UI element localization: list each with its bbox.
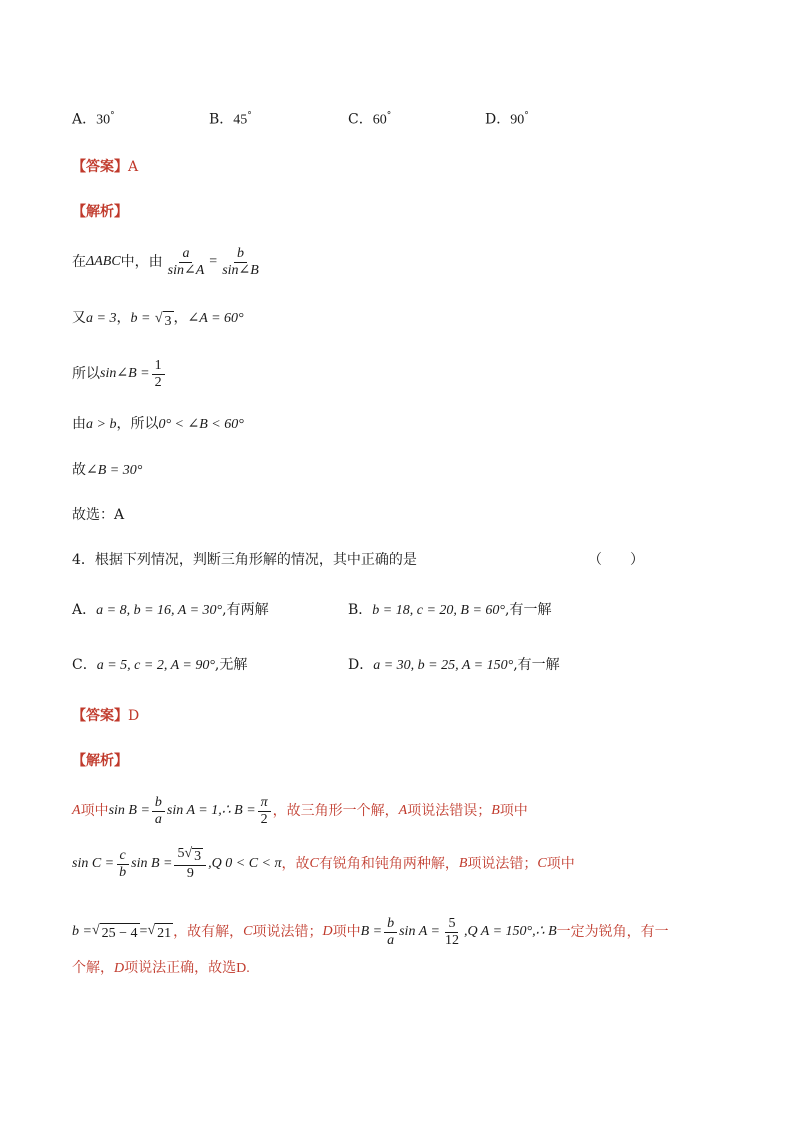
q4-analysis-line-3: b = √ 25 − 4 = √ 21 ，故有解， C 项说法错； D 项中 B = $\frac{b}{a}$ sin A = $\frac{5}{12}$ ,Q A = 150°,∴ B 一定为锐角，有一 — [72, 915, 669, 948]
q3-analysis-tag: 【解析】 — [72, 204, 128, 220]
q4-stem: 4．根据下列情况，判断三角形解的情况，其中正确的是 — [72, 552, 417, 568]
q3-analysis-line-3: 所以 sin∠B = $\frac{1}{2}$ — [72, 354, 167, 394]
fraction: $\frac{\pi}{2}$ — [258, 795, 271, 828]
sqrt: √ 25 − 4 — [92, 921, 140, 944]
fraction: $\frac{1}{2}$ — [152, 358, 165, 391]
q4-option-a: A．a = 8, b = 16, A = 30°,有两解 — [72, 602, 269, 618]
fraction: 5 √ 3 9 — [174, 846, 206, 882]
q3-analysis-line-5: 故∠B = 30° — [72, 462, 143, 478]
q3-choice: 故选：A — [72, 507, 125, 523]
q3-analysis-line-1: 在 ΔABC 中，由 $\frac{a}{\sin\angle A}$ = $\frac{b}{\sin\angle B}$ — [72, 242, 264, 282]
answer-tag: 【答案】 — [72, 708, 128, 724]
fraction: $\frac{b}{a}$ — [384, 916, 397, 949]
q4-analysis-tag: 【解析】 — [72, 753, 128, 769]
fraction: $\frac{b}{\sin\angle B}$ — [222, 245, 259, 278]
q4-option-d: D．a = 30, b = 25, A = 150°,有一解 — [348, 657, 560, 673]
sqrt: √ 3 — [184, 846, 202, 864]
answer-value: A — [128, 159, 139, 175]
q4-option-c: C．a = 5, c = 2, A = 90°,无解 — [72, 657, 248, 673]
fraction: $\frac{c}{b}$ — [116, 848, 129, 881]
q3-option-b: B．45° — [209, 111, 252, 128]
sqrt: √ 3 — [155, 309, 174, 332]
fraction: $\frac{5}{12}$ — [444, 915, 459, 948]
answer-value: D — [128, 708, 140, 724]
q3-analysis-line-4: 由a > b，所以0° < ∠B < 60° — [72, 416, 244, 432]
q4-analysis-line-2: sin C = $\frac{c}{b}$ sin B = 5 √ 3 9 ,Q 0 < C < π ，故 C 有锐角和钝角两种解， B 项说法错； C 项中 — [72, 846, 575, 881]
sqrt: √ 21 — [147, 921, 173, 944]
q4-analysis-line-1: A 项中 sin B = $\frac{b}{a}$ sin A = 1,∴ B = $\frac{\pi}{2}$ ，故三角形一个解， A 项说法错误； B 项中 — [72, 794, 528, 827]
q3-option-d: D．90° — [485, 111, 529, 128]
q3-analysis-line-2: 又a = 3，b = √ 3 ，∠A = 60° — [72, 308, 244, 332]
answer-tag: 【答案】 — [72, 159, 128, 175]
q4-option-b: B．b = 18, c = 20, B = 60°,有一解 — [348, 602, 552, 618]
q3-option-a: A．30° — [72, 111, 115, 128]
fraction: $\frac{a}{\sin\angle A}$ — [167, 245, 205, 278]
q4-answer — [72, 706, 139, 726]
q4-answer-paren: （ ） — [588, 552, 644, 568]
q3-option-c: C．60° — [348, 111, 392, 128]
fraction: $\frac{b}{a}$ — [152, 795, 165, 828]
q3-answer — [72, 157, 138, 177]
q4-analysis-line-4: 个解，D项说法正确，故选D. — [72, 960, 250, 976]
